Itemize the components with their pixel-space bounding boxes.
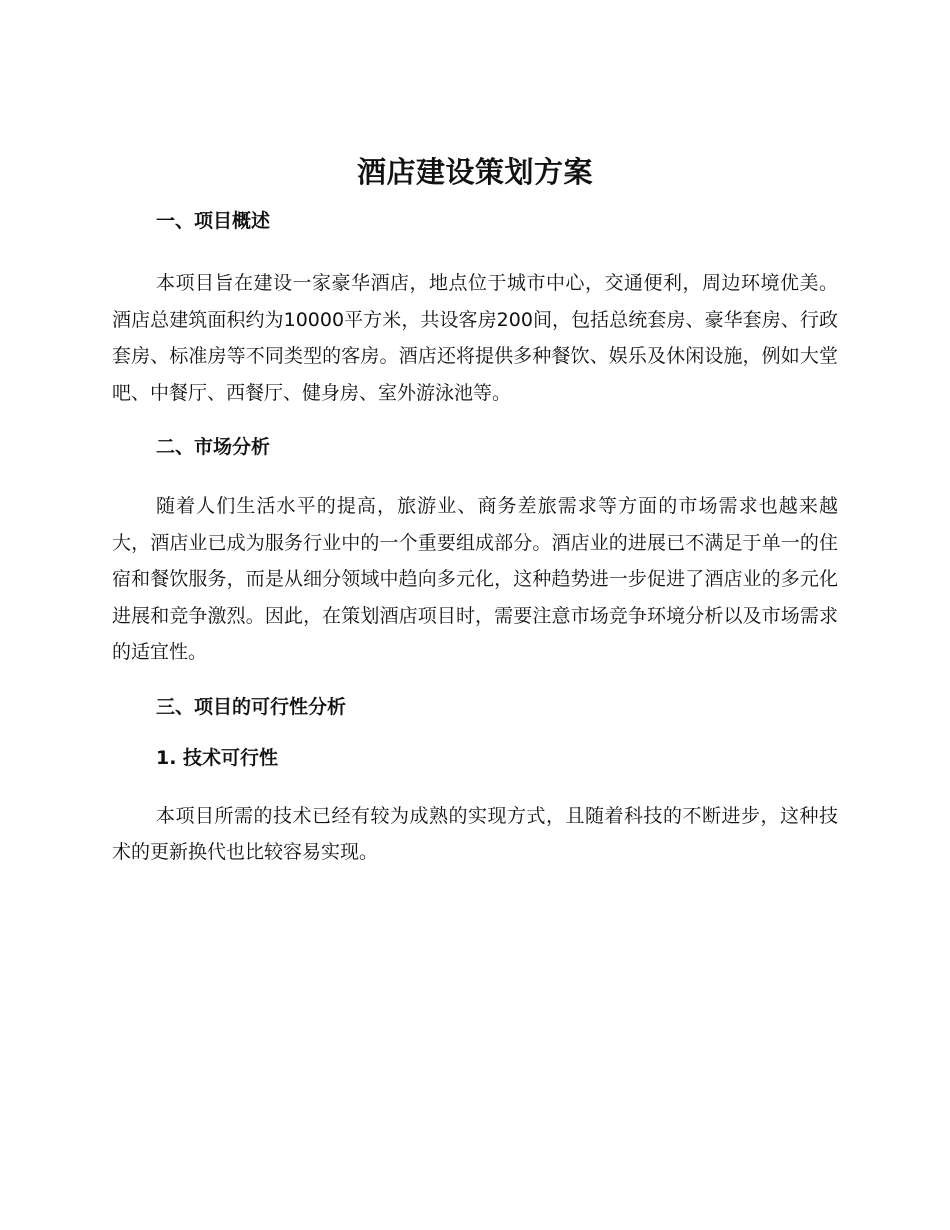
- section-paragraph-market-analysis: 随着人们生活水平的提高，旅游业、商务差旅需求等方面的市场需求也越来越大，酒店业已成为服务行业中的一个重要组成部分。酒店业的进展已不满足于单一的住宿和餐饮服务，而是从细分领域中趋向多元化，这种趋势进一步促进了酒店业的多元化进展和竞争激烈。因此，在策划酒店项目时，需要注意市场竞争环境分析以及市场需求的适宜性。: [112, 495, 838, 663]
- section-heading-overview: 一、项目概述: [156, 210, 271, 232]
- document-title: 酒店建设策划方案: [356, 155, 593, 189]
- subsection-heading-technical-feasibility: 1. 技术可行性: [156, 746, 279, 769]
- section-paragraph-overview: 本项目旨在建设一家豪华酒店，地点位于城市中心，交通便利，周边环境优美。酒店总建筑面积约为10000平方米，共设客房200间，包括总统套房、豪华套房、行政套房、标准房等不同类型的客房。酒店还将提供多种餐饮、娱乐及休闲设施，例如大堂吧、中餐厅、西餐厅、健身房、室外游泳池等。: [112, 272, 838, 404]
- subsection-paragraph-technical-feasibility: 本项目所需的技术已经有较为成熟的实现方式，且随着科技的不断进步，这种技术的更新换代也比较容易实现。: [112, 804, 838, 863]
- document-page: [112, 150, 838, 892]
- section-heading-feasibility: 三、项目的可行性分析: [156, 695, 347, 718]
- section-heading-market-analysis: 二、市场分析: [156, 436, 271, 458]
